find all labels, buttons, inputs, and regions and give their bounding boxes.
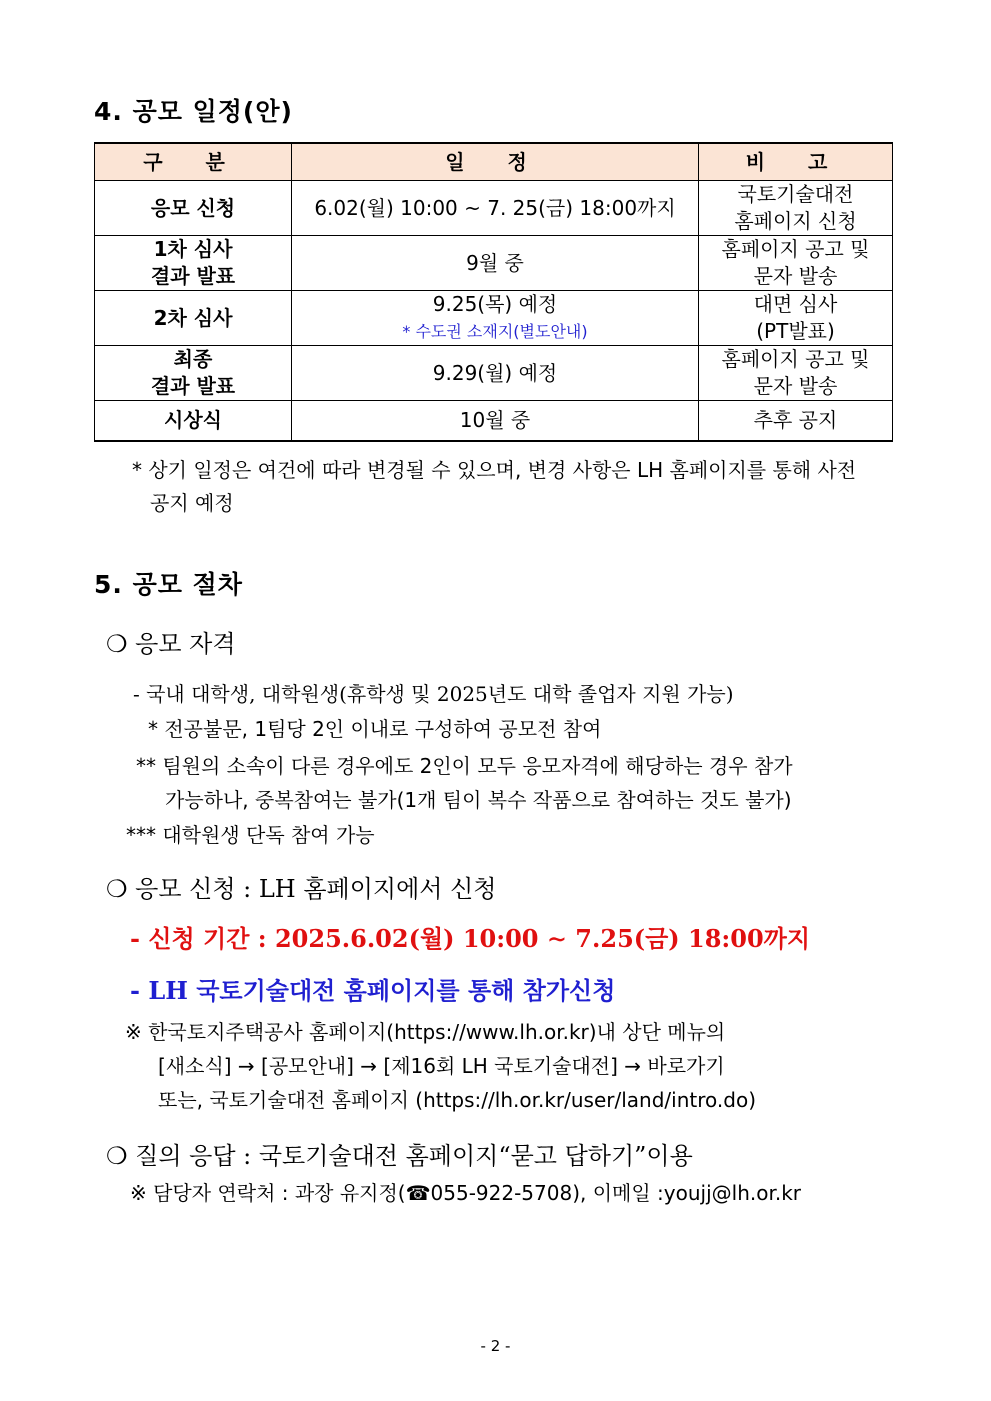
row-note (699, 291, 893, 346)
schedule-subnote: * 수도권 소재지(별도안내) (402, 322, 588, 341)
header-note: 비 고 (699, 143, 893, 181)
note-line: 대면 심사 (753, 292, 838, 316)
page-number: - 2 - (480, 1337, 511, 1355)
table-header-row (95, 143, 893, 181)
eligibility-note: *** 대학원생 단독 참여 가능 (126, 823, 375, 847)
row-schedule: 10월 중 (292, 401, 699, 441)
row-label: 응모 신청 (95, 181, 292, 236)
application-reference: [새소식] → [공모안내] → [제16회 LH 국토기술대전] → 바로가기 (158, 1054, 725, 1078)
note-line: 홈페이지 신청 (734, 209, 857, 233)
row-schedule (292, 291, 699, 346)
table-row (95, 346, 893, 401)
row-note (699, 181, 893, 236)
note-line: 홈페이지 공고 및 (721, 237, 870, 261)
schedule-table (94, 142, 893, 442)
label-line: 최종 (173, 347, 213, 371)
row-label (95, 346, 292, 401)
note-line: 문자 발송 (753, 374, 838, 398)
header-category: 구 분 (95, 143, 292, 181)
label-line: 결과 발표 (150, 374, 236, 398)
schedule-footnote: * 상기 일정은 여건에 따라 변경될 수 있으며, 변경 사항은 LH 홈페이지를 통해 사전 (132, 458, 857, 482)
row-schedule: 9월 중 (292, 236, 699, 291)
eligibility-item: - 국내 대학생, 대학원생(휴학생 및 2025년도 대학 졸업자 지원 가능) (133, 682, 734, 706)
application-period: - 신청 기간 : 2025.6.02(월) 10:00 ∼ 7.25(금) 18:00까지 (130, 924, 811, 953)
note-line: 국토기술대전 (737, 182, 854, 206)
header-schedule: 일 정 (292, 143, 699, 181)
application-reference: 또는, 국토기술대전 홈페이지 (https://lh.or.kr/user/land/intro.do) (158, 1088, 756, 1112)
table-row (95, 401, 893, 441)
note-line: 문자 발송 (753, 264, 838, 288)
section5-title: 5. 공모 절차 (94, 570, 243, 599)
schedule-footnote: 공지 예정 (150, 491, 234, 515)
table-row (95, 236, 893, 291)
eligibility-note: * 전공불문, 1팀당 2인 이내로 구성하여 공모전 참여 (148, 717, 602, 741)
application-method: - LH 국토기술대전 홈페이지를 통해 참가신청 (130, 976, 616, 1005)
eligibility-note: 가능하나, 중복참여는 불가(1개 팀이 복수 작품으로 참여하는 것도 불가) (165, 788, 792, 812)
row-label: 2차 심사 (95, 291, 292, 346)
note-line: (PT발표) (756, 319, 835, 343)
application-reference: ※ 한국토지주택공사 홈페이지(https://www.lh.or.kr)내 상단 메뉴의 (125, 1020, 726, 1044)
eligibility-note: ** 팀원의 소속이 다른 경우에도 2인이 모두 응모자격에 해당하는 경우 참가 (136, 754, 793, 778)
row-label (95, 236, 292, 291)
row-label: 시상식 (95, 401, 292, 441)
row-schedule: 9.29(월) 예정 (292, 346, 699, 401)
table-row (95, 291, 893, 346)
section4-title: 4. 공모 일정(안) (94, 97, 293, 126)
application-heading: ❍ 응모 신청 : LH 홈페이지에서 신청 (106, 875, 497, 903)
row-note (699, 236, 893, 291)
row-note (699, 346, 893, 401)
label-line: 1차 심사 (153, 237, 233, 261)
row-schedule: 6.02(월) 10:00 ~ 7. 25(금) 18:00까지 (292, 181, 699, 236)
contact-info: ※ 담당자 연락처 : 과장 유지정(☎055-922-5708), 이메일 :youjj@lh.or.kr (130, 1181, 802, 1205)
label-line: 결과 발표 (150, 264, 236, 288)
qna-heading: ❍ 질의 응답 : 국토기술대전 홈페이지“묻고 답하기”이용 (106, 1142, 693, 1170)
eligibility-heading: ❍ 응모 자격 (106, 630, 236, 658)
row-note: 추후 공지 (699, 401, 893, 441)
note-line: 홈페이지 공고 및 (721, 347, 870, 371)
schedule-line: 9.25(목) 예정 (432, 292, 558, 316)
table-row (95, 181, 893, 236)
